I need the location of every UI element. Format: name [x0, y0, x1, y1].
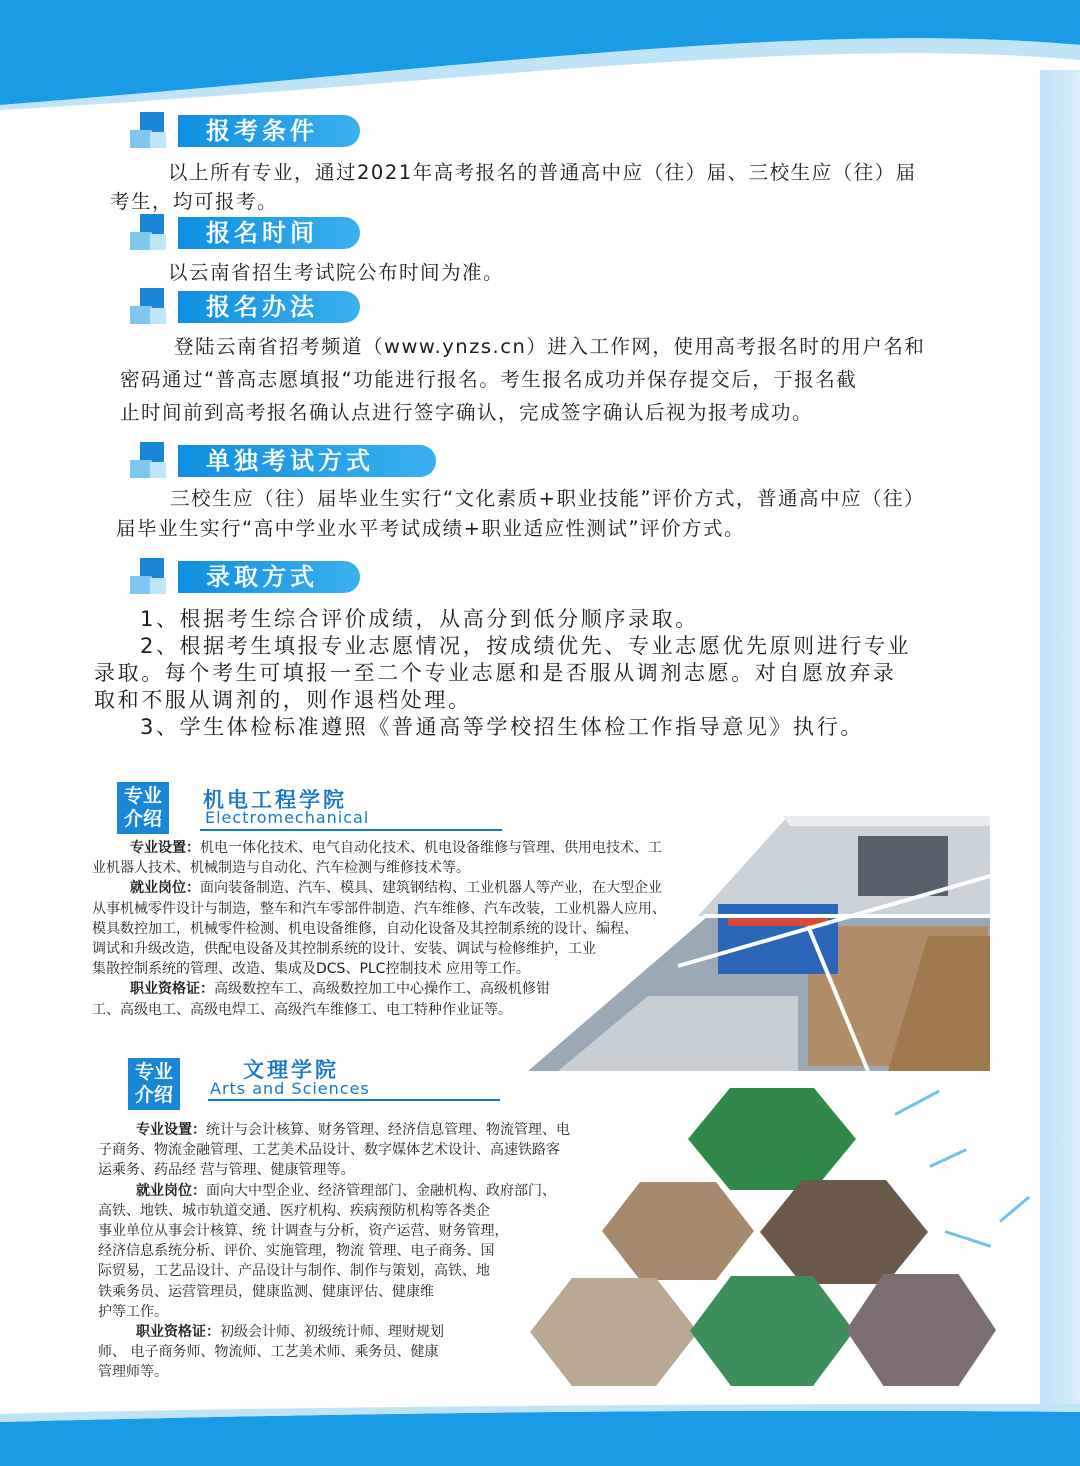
- square-deco-icon: [140, 288, 164, 308]
- right-border-strip: [1040, 70, 1080, 1410]
- square-deco-icon: [140, 442, 164, 462]
- method-text: 登陆云南省招考频道（www.ynzs.cn）进入工作网，使用高考报名时的用户名和 密码通过“普高志愿填报“功能进行报名。考生报名成功并保存提交后，于报名截 止时间前到高考报名确认点进行签字确认，完成签字确认后视为报考成功。: [120, 335, 926, 424]
- college-name-en: Arts and Sciences: [210, 1079, 370, 1098]
- square-deco-icon: [140, 558, 164, 578]
- square-deco-icon: [130, 576, 152, 594]
- photo-hexagon: [688, 1088, 856, 1190]
- section-title: 报名时间: [178, 217, 360, 249]
- admission-text: 1、根据考生综合评价成绩，从高分到低分顺序录取。 2、根据考生填报专业志愿情况，按成绩优先、专业志愿优先原则进行专业 录取。每个考生可填报一至二个专业志愿和是否服从调剂志愿。对自愿放弃录 取和不服从调剂的，则作退档处理。 3、学生体检标准遵照《普通高等学校招生体检工作指导意见》执行。: [94, 607, 912, 739]
- square-deco-icon: [150, 234, 166, 250]
- photo-hexagon: [760, 1180, 928, 1284]
- square-deco-icon: [150, 462, 166, 478]
- college-underline: [208, 1099, 500, 1101]
- photo-hexagon: [846, 1274, 996, 1386]
- decor-stroke: [894, 1090, 940, 1116]
- college-name-cn: 机电工程学院: [203, 788, 347, 812]
- section-title: 单独考试方式: [178, 445, 436, 477]
- square-deco-icon: [140, 214, 164, 234]
- square-deco-icon: [130, 460, 152, 478]
- college-name-cn: 文理学院: [243, 1058, 339, 1082]
- square-deco-icon: [130, 232, 152, 250]
- exam-text: 三校生应（往）届毕业生实行“文化素质+职业技能”评价方式，普通高中应（往） 届毕业生实行“高中学业水平考试成绩+职业适应性测试”评价方式。: [116, 487, 926, 540]
- section-title: 报考条件: [178, 115, 360, 147]
- arts-sciences-info: 专业设置：统计与会计核算、财务管理、经济信息管理、物流管理、电 子商务、物流金融管理、工艺美术品设计、数字媒体艺术设计、高速铁路客 运乘务、药品经 营与管理、健康管理等。 就业岗位：面向大中型企业、经济管理部门、金融机构、政府部门、 高铁、地铁、城市轨道交通、医疗机构、疾病预防机构等各类企 事业单位从事会计核算、统 计调查与分析，资产运营、财务管理， 经济信息系统分析、评价、实施管理，物流 管理、电子商务、国 际贸易，工艺品设计、产品设计与制作、制作与策划，高铁、地 铁乘务员、运营管理员，健康监测、健康评估、健康维 护等工作。 职业资格证：初级会计师、初级统计师、理财规划 师、 电子商务师、物流师、工艺美术师、乘务员、健康 管理师等。: [98, 1122, 570, 1381]
- bottom-wave-banner: [0, 1404, 1080, 1466]
- decor-stroke: [929, 1148, 967, 1168]
- square-deco-icon: [150, 132, 166, 148]
- square-deco-icon: [130, 130, 152, 148]
- square-deco-icon: [140, 112, 164, 132]
- major-intro-tag: 专业 介绍: [128, 1058, 180, 1110]
- square-deco-icon: [150, 578, 166, 594]
- college-name-en: Electromechanical: [205, 808, 370, 827]
- conditions-text: 以上所有专业，通过2021年高考报名的普通高中应（往）届、三校生应（往）届 考生，均可报考。: [110, 161, 917, 213]
- photo-hexagon: [690, 1276, 854, 1386]
- decor-stroke: [945, 1230, 992, 1248]
- section-title: 录取方式: [178, 561, 360, 593]
- major-intro-tag: 专业 介绍: [117, 782, 169, 834]
- college-underline: [200, 829, 502, 831]
- square-deco-icon: [150, 308, 166, 324]
- section-title: 报名办法: [178, 291, 360, 323]
- decor-stroke: [999, 1196, 1030, 1223]
- electromechanical-info: 专业设置：机电一体化技术、电气自动化技术、机电设备维修与管理、供用电技术、工 业机器人技术、机械制造与自动化、汽车检测与维修技术等。 就业岗位：面向装备制造、汽车、模具、建筑钢结构、工业机器人等产业，在大型企业 从事机械零件设计与制造，整车和汽车零部件制造、汽车维修、汽车改装，工业机器人应用、 模具数控加工，机械零件检测、机电设备维修，自动化设备及其控制系统的设计、编程、 调试和升级改造，供配电设备及其控制系统的设计、安装、调试与检修维护，工业 集散控制系统的管理、改造、集成及DCS、PLC控制技术 应用等工作。 职业资格证：高级数控车工、高级数控加工中心操作工、高级机修钳 工、高级电工、高级电焊工、高级汽车维修工、电工特种作业证等。: [92, 840, 666, 1018]
- time-text: 以云南省招生考试院公布时间为准。: [168, 261, 505, 284]
- square-deco-icon: [130, 306, 152, 324]
- top-wave-banner: [0, 0, 1080, 110]
